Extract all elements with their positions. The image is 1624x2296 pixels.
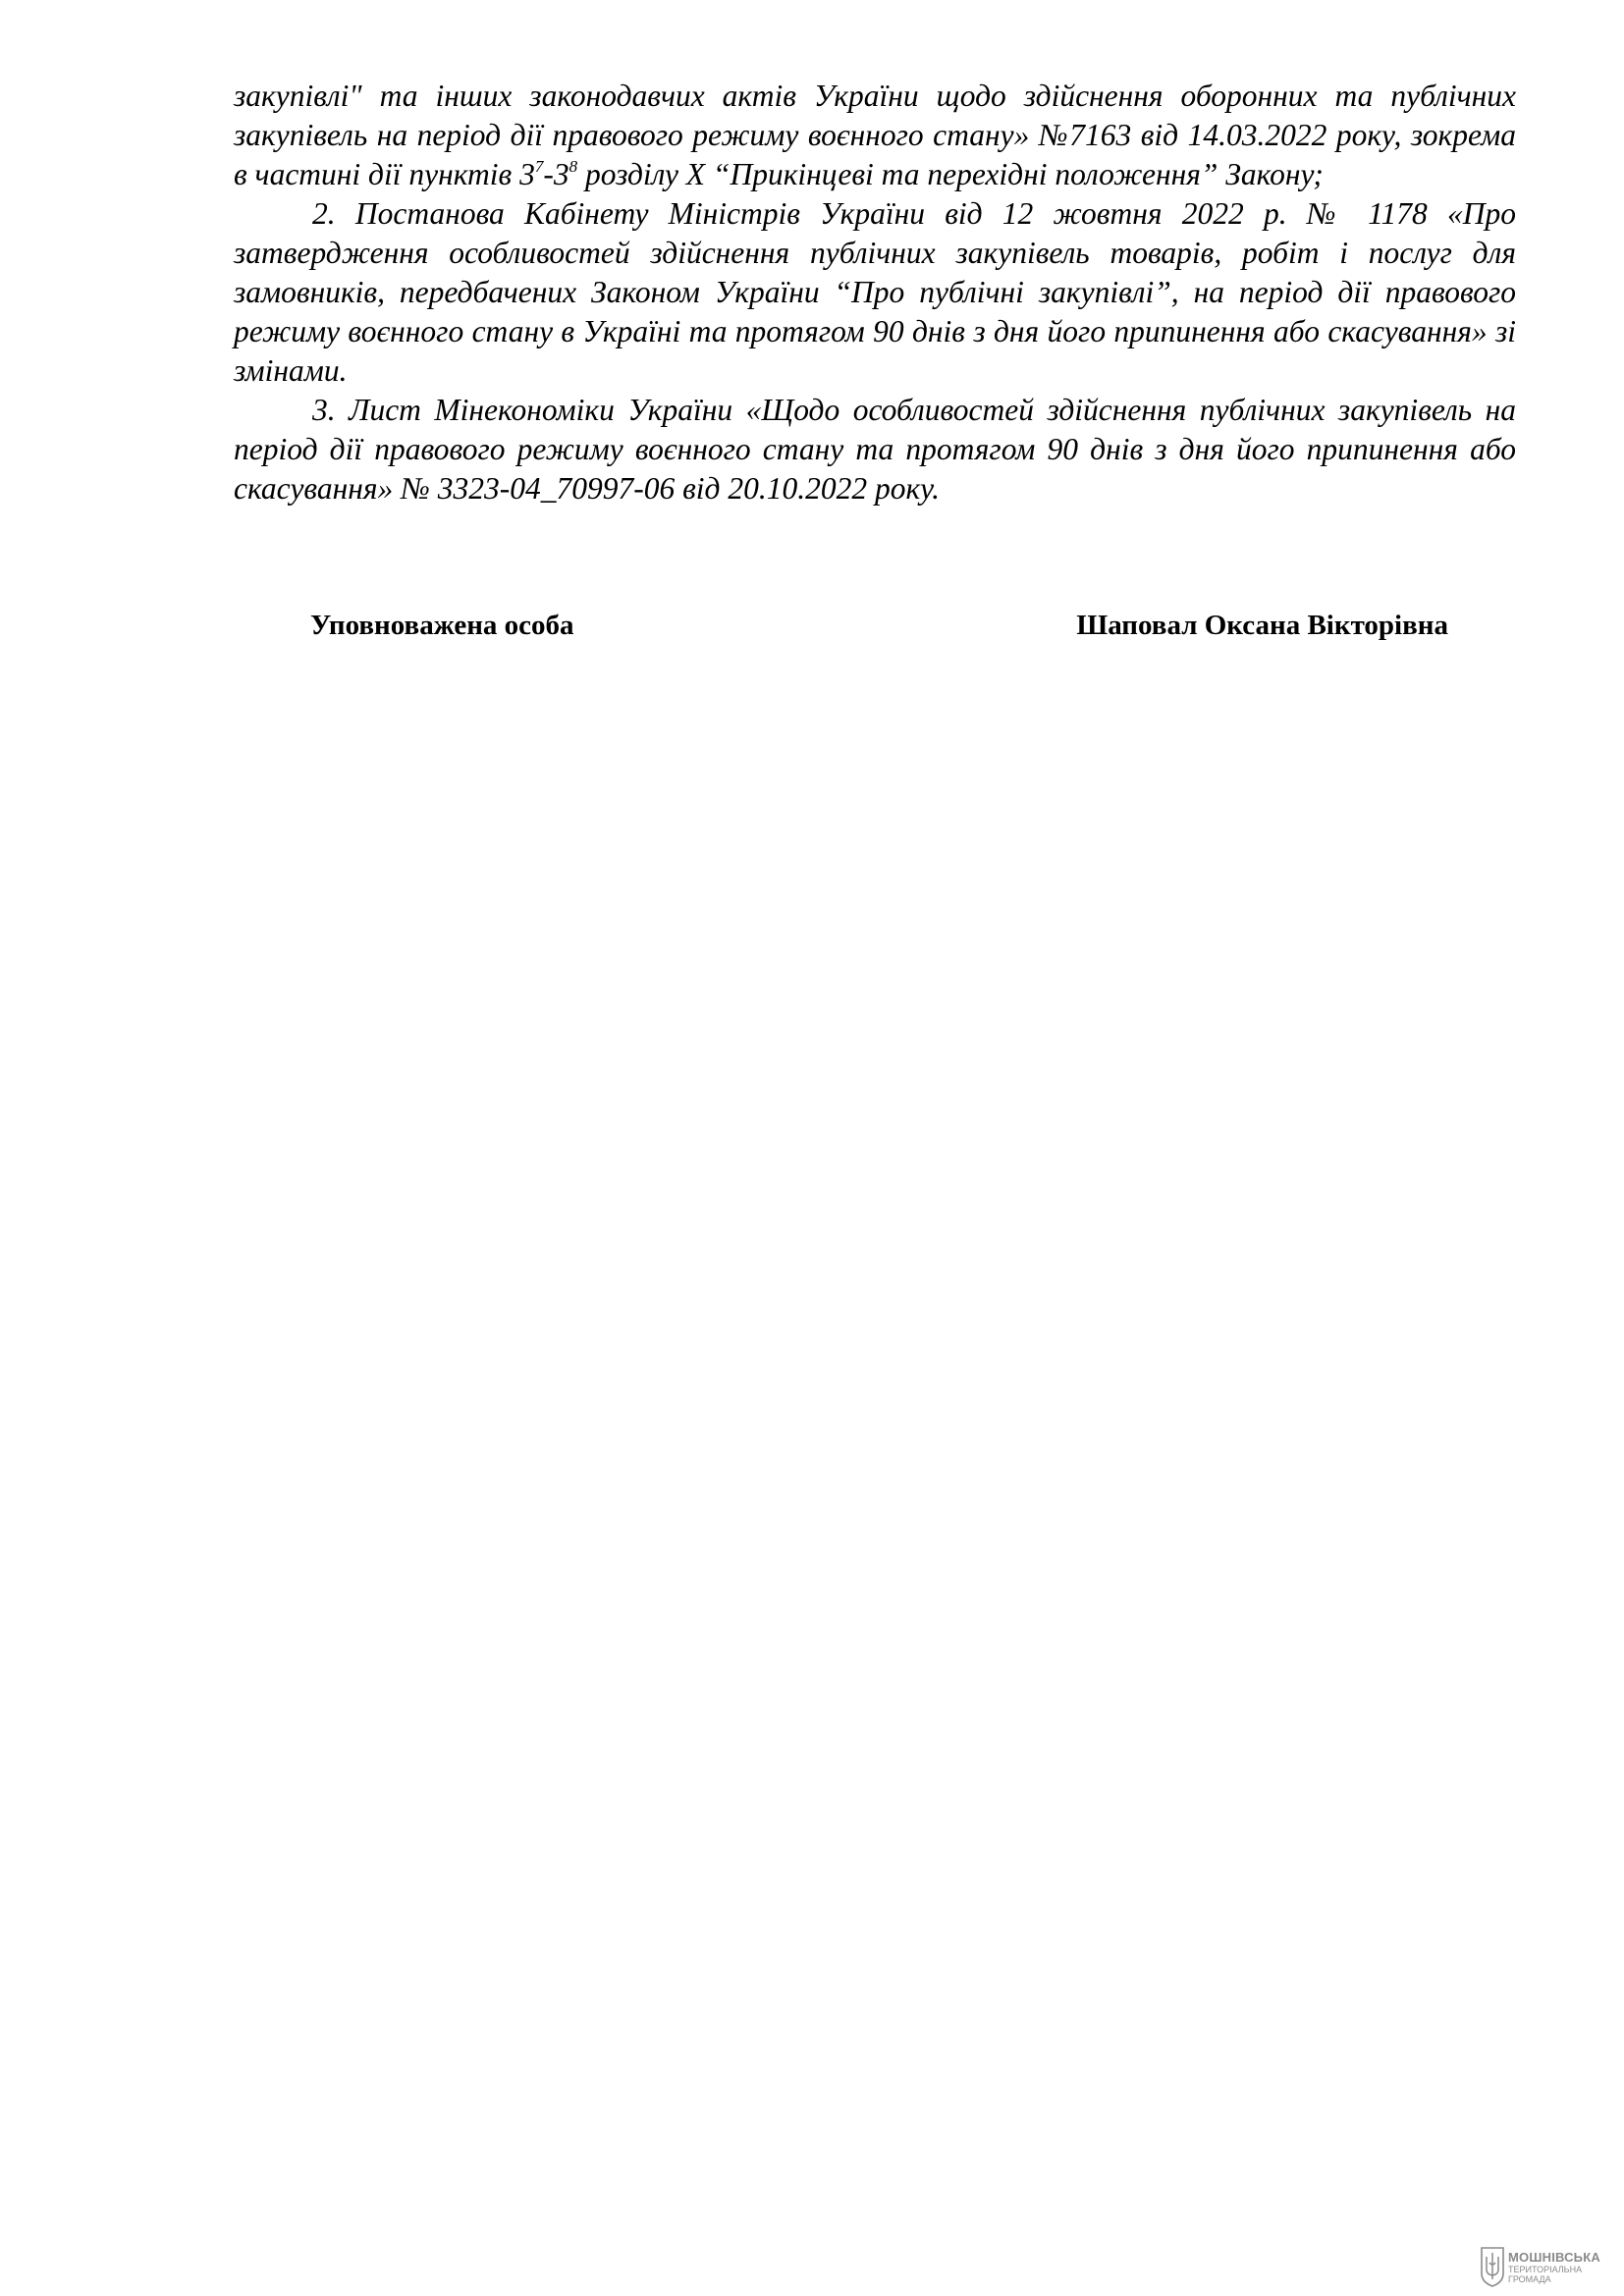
watermark-text xyxy=(1508,2250,1600,2284)
community-watermark xyxy=(1480,2243,1617,2290)
paragraph-1-dash: -3 xyxy=(543,157,569,191)
paragraph-law-7163 xyxy=(234,77,1516,194)
trident-crest-icon xyxy=(1480,2246,1505,2287)
watermark-subtitle-line-1: ТЕРИТОРІАЛЬНА xyxy=(1508,2264,1583,2274)
superscript-7: 7 xyxy=(534,157,544,176)
paragraph-1-tail: розділу X “Прикінцеві та перехідні положення” Закону; xyxy=(577,157,1324,191)
watermark-subtitle-line-2: ГРОМАДА xyxy=(1508,2273,1551,2284)
document-body xyxy=(234,77,1516,508)
paragraph-1-text: закупівлі" та інших законодавчих актів України щодо здійснення оборонних та публічних закупівель на період дії правового режиму воєнного стану» №7163 від 14.03.2022 року, зокрема в частині дії пунктів 3 xyxy=(234,79,1516,191)
paragraph-resolution-1178: 2. Постанова Кабінету Міністрів України від 12 жовтня 2022 р. № 1178 «Про затвердження особливостей здійснення публічних закупівель товарів, робіт і послуг для замовників, передбачених Законом України “Про публічні закупівлі”, на період дії правового режиму воєнного стану в Україні та протягом 90 днів з дня його припинення або скасування» зі змінами. xyxy=(234,196,1516,388)
signature-role: Уповноважена особа xyxy=(310,610,574,641)
signature-name: Шаповал Оксана Вікторівна xyxy=(1076,610,1448,641)
watermark-title: МОШНІВСЬКА xyxy=(1508,2249,1600,2265)
superscript-8: 8 xyxy=(568,157,578,176)
paragraph-ministry-letter: 3. Лист Мінекономіки України «Щодо особливостей здійснення публічних закупівель на період дії правового режиму воєнного стану та протягом 90 днів з дня його припинення або скасування» № 3323-04_70997-06 від 20.10.2022 року. xyxy=(234,393,1516,506)
